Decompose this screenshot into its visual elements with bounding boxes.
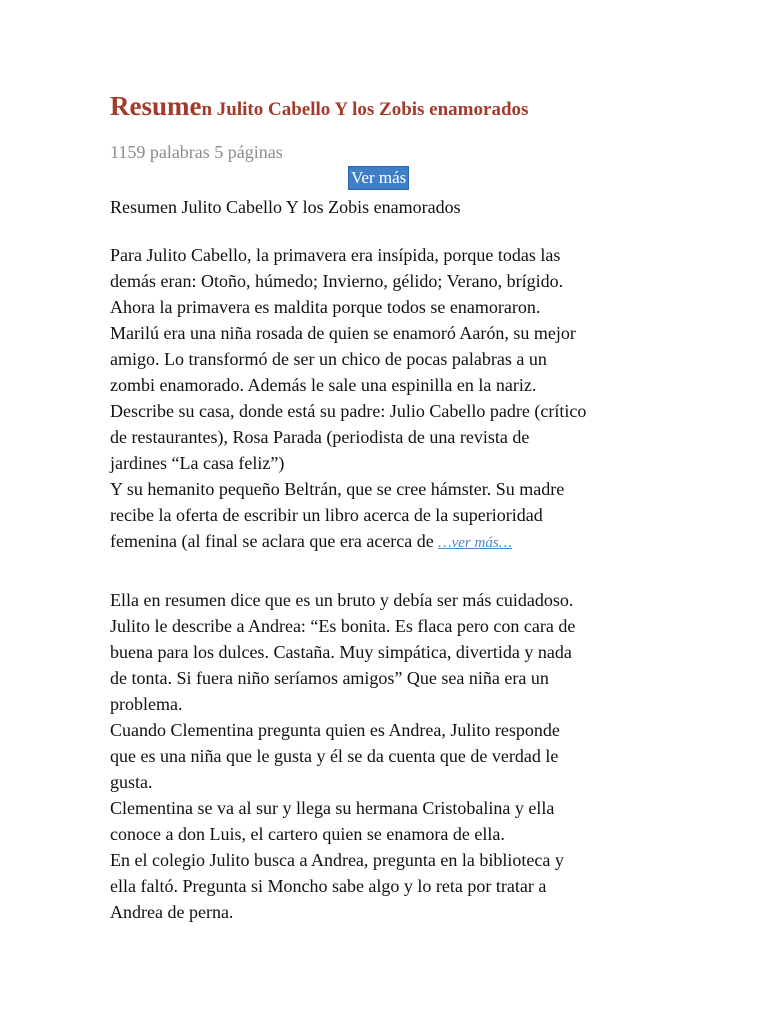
text-line: gusta. [110,772,153,792]
text-line: Julito le describe a Andrea: “Es bonita. Es flaca pero con cara de [110,616,576,636]
title-initial-part: Resume [110,91,202,121]
paragraph-1 [110,242,670,556]
text-line-fragment: femenina (al final se aclara que era acerca de [110,531,439,551]
text-line: Cuando Clementina pregunta quien es Andrea, Julito responde [110,720,560,740]
text-line: problema. [110,694,183,714]
text-line: Clementina se va al sur y llega su hermana Cristobalina y ella [110,798,555,818]
text-line: Andrea de perna. [110,902,234,922]
paragraph-2 [110,587,670,925]
text-line: que es una niña que le gusta y él se da cuenta que de verdad le [110,746,559,766]
text-line: zombi enamorado. Además le sale una espinilla en la nariz. [110,375,537,395]
text-line: de restaurantes), Rosa Parada (periodista de una revista de [110,427,530,447]
title-rest-part: n Julito Cabello Y los Zobis enamorados [201,99,529,120]
document-title [110,90,528,127]
text-line: Y su hemanito pequeño Beltrán, que se cree hámster. Su madre [110,479,565,499]
text-line: Ahora la primavera es maldita porque todos se enamoraron. [110,297,541,317]
text-line-last [110,528,670,556]
text-line: Ella en resumen dice que es un bruto y debía ser más cuidadoso. [110,590,574,610]
text-line: demás eran: Otoño, húmedo; Invierno, gélido; Verano, brígido. [110,271,564,291]
text-line: jardines “La casa feliz”) [110,453,285,473]
text-line: recibe la oferta de escribir un libro acerca de la superioridad [110,505,543,525]
text-line: amigo. Lo transformó de ser un chico de pocas palabras a un [110,349,547,369]
text-line: Marilú era una niña rosada de quien se enamoró Aarón, su mejor [110,323,576,343]
text-line: Para Julito Cabello, la primavera era insípida, porque todas las [110,245,561,265]
document-subtitle: Resumen Julito Cabello Y los Zobis enamorados [110,197,461,217]
text-line: ella faltó. Pregunta si Moncho sabe algo y lo reta por tratar a [110,876,547,896]
text-line: conoce a don Luis, el cartero quien se enamora de ella. [110,824,505,844]
ver-mas-link[interactable]: …ver más… [438,535,513,551]
text-line: En el colegio Julito busca a Andrea, pregunta en la biblioteca y [110,850,564,870]
text-line: Describe su casa, donde está su padre: Julio Cabello padre (crítico [110,401,587,421]
word-page-count: 1159 palabras 5 páginas [110,142,283,162]
text-line: buena para los dulces. Castaña. Muy simpática, divertida y nada [110,642,572,662]
ver-mas-button[interactable]: Ver más [348,166,409,190]
text-line: de tonta. Si fuera niño seríamos amigos” Que sea niña era un [110,668,549,688]
